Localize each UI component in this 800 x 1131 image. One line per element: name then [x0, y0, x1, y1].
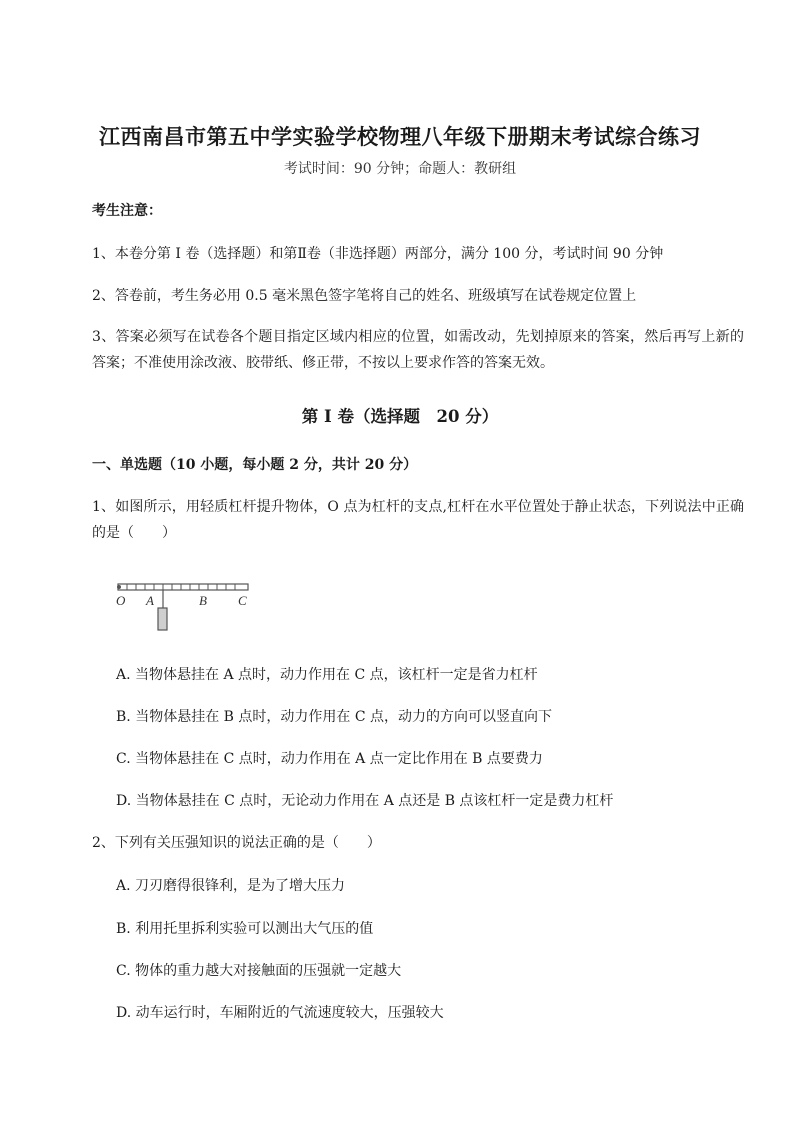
label-b: B — [199, 593, 207, 608]
question-2-option-b: B. 利用托里拆利实验可以测出大气压的值 — [116, 921, 374, 937]
question-2-stem: 2、下列有关压强知识的说法正确的是（ ） — [92, 835, 381, 851]
part-heading: 一、单选题（10 小题，每小题 2 分，共计 20 分） — [92, 457, 418, 473]
pivot-point — [117, 585, 121, 589]
label-a: A — [146, 593, 154, 608]
label-c: C — [238, 593, 247, 608]
label-o: O — [116, 593, 126, 608]
question-1-option-b: B. 当物体悬挂在 B 点时，动力作用在 C 点，动力的方向可以竖直向下 — [116, 709, 552, 725]
question-1-stem: 1、如图所示，用轻质杠杆提升物体，O 点为杠杆的支点,杠杆在水平位置处于静止状态，下列说法中正确的是（ ） — [92, 499, 744, 541]
lever-bar — [118, 584, 248, 590]
notice-item-1: 1、本卷分第 I 卷（选择题）和第Ⅱ卷（非选择题）两部分，满分 100 分，考试时间 90 分钟 — [92, 246, 664, 262]
question-1-option-a: A. 当物体悬挂在 A 点时，动力作用在 C 点，该杠杆一定是省力杠杆 — [116, 667, 538, 683]
question-1-option-c: C. 当物体悬挂在 C 点时，动力作用在 A 点一定比作用在 B 点要费力 — [116, 751, 543, 767]
question-2-option-a: A. 刀刃磨得很锋利，是为了增大压力 — [116, 878, 346, 894]
lever-figure — [114, 578, 254, 634]
question-2-option-c: C. 物体的重力越大对接触面的压强就一定越大 — [116, 963, 402, 979]
notice-item-2: 2、答卷前，考生务必用 0.5 毫米黑色签字笔将自己的姓名、班级填写在试卷规定位置上 — [92, 288, 637, 304]
exam-subtitle: 考试时间：90 分钟；命题人：教研组 — [283, 161, 517, 177]
question-2-option-d: D. 动车运行时，车厢附近的气流速度较大，压强较大 — [116, 1005, 444, 1021]
notice-heading: 考生注意： — [92, 203, 162, 219]
question-1-option-d: D. 当物体悬挂在 C 点时，无论动力作用在 A 点还是 B 点该杠杆一定是费力杠杆 — [116, 793, 614, 809]
lever-diagram — [114, 578, 254, 634]
notice-item-3: 3、答案必须写在试卷各个题目指定区域内相应的位置，如需改动，先划掉原来的答案，然后再写上新的答案；不准使用涂改液、胶带纸、修正带，不按以上要求作答的答案无效。 — [92, 329, 744, 371]
hanging-weight — [158, 608, 167, 630]
exam-title: 江西南昌市第五中学实验学校物理八年级下册期末考试综合练习 — [99, 124, 701, 149]
section-title: 第 I 卷（选择题 20 分） — [301, 407, 499, 426]
